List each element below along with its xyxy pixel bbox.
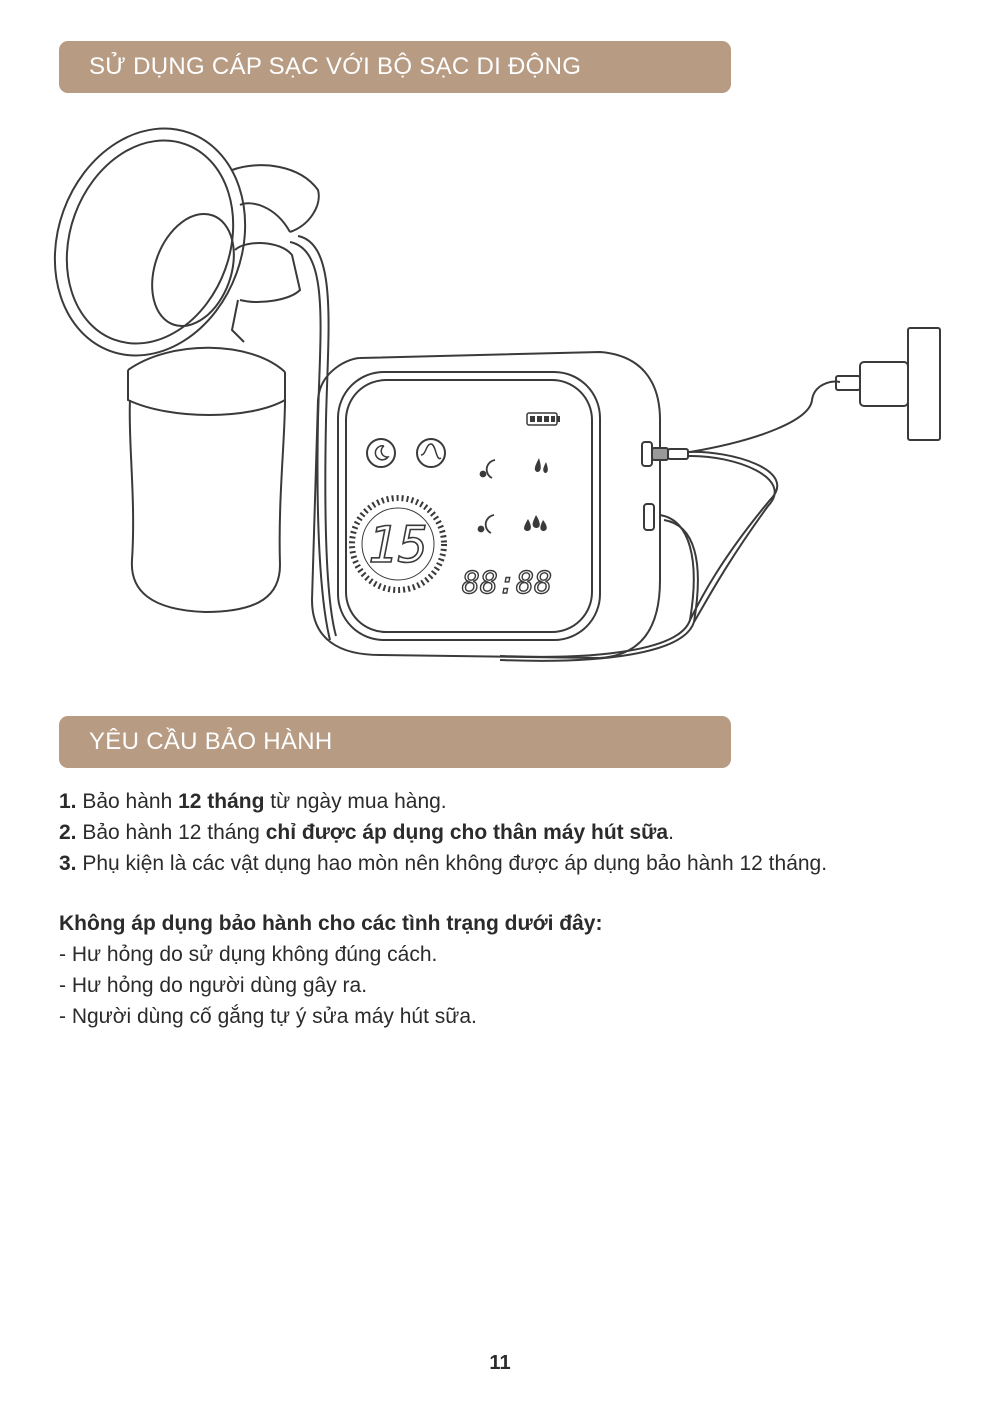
item-text: . — [668, 821, 674, 844]
page-number: 11 — [489, 1352, 511, 1374]
charging-port — [642, 442, 652, 466]
section-title-warranty — [59, 716, 731, 768]
exclusion-item: - Hư hỏng do người dùng gây ra. — [59, 974, 368, 997]
stimulation-mode-icon — [481, 460, 496, 478]
warranty-item — [59, 848, 959, 879]
pump-device-body — [312, 352, 660, 658]
air-port — [644, 504, 654, 530]
warranty-list — [59, 786, 959, 879]
exclusions-heading: Không áp dụng bảo hành cho các tình trạng dưới đây: — [59, 912, 603, 935]
item-bold-text: 12 tháng — [178, 790, 265, 813]
timer-digits: 88:88 — [461, 566, 553, 601]
breast-shield — [50, 120, 319, 382]
item-number: 2. — [59, 821, 77, 844]
item-text: Bảo hành 12 tháng — [76, 821, 266, 844]
item-number: 1. — [59, 790, 77, 813]
air-tube — [290, 242, 330, 640]
wall-charger — [836, 328, 940, 440]
section-title-text: SỬ DỤNG CÁP SẠC VỚI BỘ SẠC DI ĐỘNG — [89, 53, 582, 80]
breast-pump-charging-illustration — [50, 120, 950, 680]
item-text: từ ngày mua hàng. — [264, 790, 447, 813]
drops-icon — [535, 458, 548, 473]
warranty-exclusions — [59, 908, 959, 1032]
wave-mode-icon — [417, 439, 445, 467]
exclusion-item: - Người dùng cố gắng tự ý sửa máy hút sữa. — [59, 1005, 477, 1028]
section-title-text: YÊU CẦU BẢO HÀNH — [89, 728, 333, 755]
charging-cable — [500, 382, 840, 661]
triple-drops-icon — [524, 515, 547, 531]
item-bold-text: chỉ được áp dụng cho thân máy hút sữa — [265, 821, 669, 844]
section-title-charging — [59, 41, 731, 93]
item-text: Bảo hành — [76, 790, 179, 813]
item-text: Phụ kiện là các vật dụng hao mòn nên không được áp dụng bảo hành 12 tháng. — [76, 852, 828, 875]
exclusion-item: - Hư hỏng do sử dụng không đúng cách. — [59, 943, 438, 966]
warranty-item — [59, 817, 959, 848]
item-number: 3. — [59, 852, 77, 875]
warranty-item — [59, 786, 959, 817]
milk-bottle — [128, 300, 285, 612]
level-digits: 15 — [367, 516, 429, 574]
expression-mode-icon — [479, 515, 495, 533]
